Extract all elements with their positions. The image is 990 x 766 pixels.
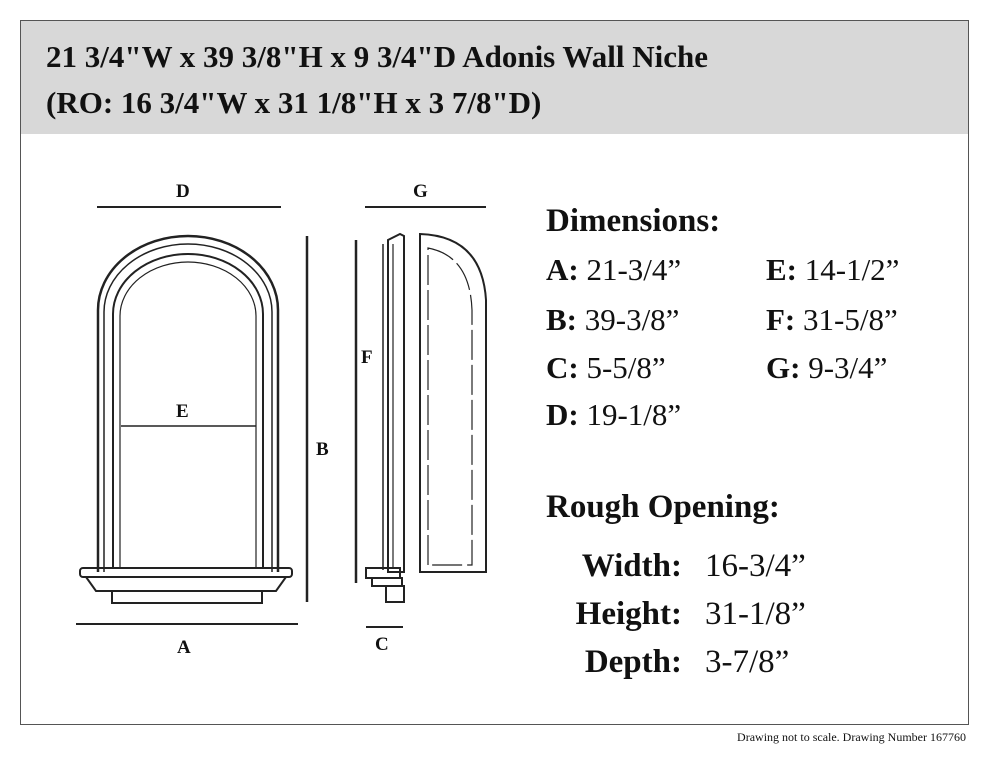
dimension-key: F: xyxy=(766,302,796,337)
label-f: F xyxy=(361,347,373,368)
side-view xyxy=(356,207,486,627)
side-shelf-molding xyxy=(372,578,402,586)
rough-opening-height-value: 31-1/8” xyxy=(705,596,806,632)
dimension-key: C: xyxy=(546,350,579,385)
label-c: C xyxy=(375,634,389,655)
dimensions-heading: Dimensions: xyxy=(546,203,721,239)
side-shelf-base xyxy=(386,586,404,602)
rough-opening-width-value: 16-3/4” xyxy=(705,548,806,584)
dimension-value: 19-1/8” xyxy=(586,397,682,432)
dimension-key: B: xyxy=(546,302,577,337)
label-d: D xyxy=(176,181,190,202)
front-view xyxy=(76,207,307,624)
rough-opening-depth-label: Depth: xyxy=(584,644,682,680)
footer-note: Drawing not to scale. Drawing Number 167760 xyxy=(737,730,966,744)
shelf-top xyxy=(80,568,292,577)
side-flange xyxy=(388,234,404,572)
rough-opening-heading: Rough Opening: xyxy=(546,489,780,525)
dimension-value: 5-5/8” xyxy=(586,350,666,385)
dimension-value: 31-5/8” xyxy=(803,302,898,337)
dimension-g xyxy=(766,350,887,386)
dimension-key: G: xyxy=(766,350,801,385)
dimension-a xyxy=(546,252,681,288)
label-a: A xyxy=(177,637,191,658)
dimension-key: D: xyxy=(546,397,579,432)
dimension-value: 14-1/2” xyxy=(804,252,900,287)
shelf-molding xyxy=(86,577,286,591)
dimension-value: 39-3/8” xyxy=(584,302,680,337)
label-e: E xyxy=(176,401,189,422)
label-g: G xyxy=(413,181,428,202)
dimension-f xyxy=(766,302,898,338)
rough-opening-height-label: Height: xyxy=(575,596,682,632)
shelf-base xyxy=(112,591,262,603)
side-body xyxy=(420,234,486,572)
dimension-key: A: xyxy=(546,252,579,287)
dimension-d xyxy=(546,397,681,433)
rough-opening-depth-value: 3-7/8” xyxy=(705,644,790,680)
dimension-b xyxy=(546,302,679,338)
dimension-c xyxy=(546,350,666,386)
label-b: B xyxy=(316,439,329,460)
dimension-value: 21-3/4” xyxy=(586,252,682,287)
dimension-value: 9-3/4” xyxy=(808,350,888,385)
rough-opening-title: (RO: 16 3/4"W x 31 1/8"H x 3 7/8"D) xyxy=(46,85,542,120)
dimension-e xyxy=(766,252,899,288)
rough-opening-width-label: Width: xyxy=(581,548,682,584)
side-body-hidden-edge xyxy=(428,248,472,565)
dimension-key: E: xyxy=(766,252,797,287)
product-title: 21 3/4"W x 39 3/8"H x 9 3/4"D Adonis Wall Niche xyxy=(46,39,708,74)
